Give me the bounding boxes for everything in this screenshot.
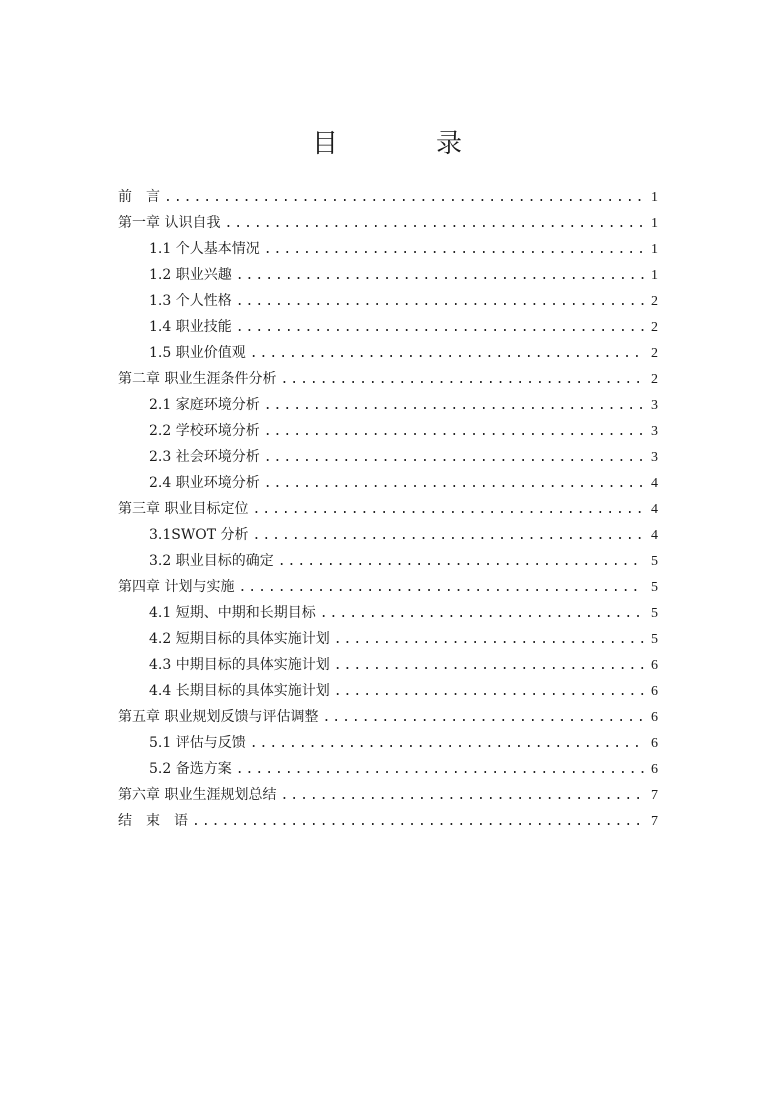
toc-chapter-row[interactable] xyxy=(118,782,658,808)
toc-chapter-row[interactable] xyxy=(118,574,658,600)
toc-page-number: 3 xyxy=(651,398,658,413)
toc-page-number: 5 xyxy=(651,554,658,569)
toc-entry-label: 前 言 xyxy=(118,189,160,205)
toc-entry-label: 1.1 个人基本情况 xyxy=(149,241,260,257)
toc-entry-label: 1.4 职业技能 xyxy=(149,319,232,335)
toc-subsection-row[interactable] xyxy=(118,392,658,418)
toc-entry-label: 第五章 职业规划反馈与评估调整 xyxy=(118,709,319,725)
dot-leader xyxy=(236,757,644,783)
dot-leader xyxy=(264,471,644,497)
toc-page-number: 2 xyxy=(651,320,658,335)
toc-page-number: 6 xyxy=(651,710,658,725)
dot-leader xyxy=(264,419,644,445)
toc-subsection-row[interactable] xyxy=(118,236,658,262)
dot-leader xyxy=(280,783,644,809)
toc-subsection-row[interactable] xyxy=(118,626,658,652)
dot-leader xyxy=(253,523,644,549)
toc-page-number: 4 xyxy=(651,528,658,543)
toc-subsection-row[interactable] xyxy=(118,652,658,678)
toc-entry-label: 1.3 个人性格 xyxy=(149,293,232,309)
dot-leader xyxy=(334,627,644,653)
page-title: 目 录 xyxy=(311,129,498,159)
dot-leader xyxy=(192,809,644,835)
toc-entry-label: 1.2 职业兴趣 xyxy=(149,267,232,283)
toc-subsection-row[interactable] xyxy=(118,678,658,704)
toc-page-number: 7 xyxy=(651,788,658,803)
toc-subsection-row[interactable] xyxy=(118,600,658,626)
dot-leader xyxy=(250,731,644,757)
toc-chapter-row[interactable] xyxy=(118,496,658,522)
dot-leader xyxy=(224,211,644,237)
toc-subsection-row[interactable] xyxy=(118,730,658,756)
dot-leader xyxy=(334,653,644,679)
table-of-contents xyxy=(118,184,658,834)
toc-entry-label: 第二章 职业生涯条件分析 xyxy=(118,371,277,387)
toc-subsection-row[interactable] xyxy=(118,288,658,314)
dot-leader xyxy=(278,549,644,575)
toc-page-number: 6 xyxy=(651,684,658,699)
dot-leader xyxy=(322,705,644,731)
toc-subsection-row[interactable] xyxy=(118,756,658,782)
toc-entry-label: 2.1 家庭环境分析 xyxy=(149,397,260,413)
dot-leader xyxy=(250,341,644,367)
dot-leader xyxy=(280,367,644,393)
toc-page-number: 4 xyxy=(651,476,658,491)
toc-page-number: 6 xyxy=(651,736,658,751)
toc-entry-label: 4.2 短期目标的具体实施计划 xyxy=(149,631,330,647)
toc-chapter-row[interactable] xyxy=(118,184,658,210)
toc-page-number: 7 xyxy=(651,814,658,829)
dot-leader xyxy=(236,315,644,341)
toc-subsection-row[interactable] xyxy=(118,548,658,574)
dot-leader xyxy=(236,263,644,289)
toc-subsection-row[interactable] xyxy=(118,522,658,548)
toc-entry-label: 1.5 职业价值观 xyxy=(149,345,246,361)
toc-entry-label: 第一章 认识自我 xyxy=(118,215,221,231)
dot-leader xyxy=(320,601,644,627)
toc-subsection-row[interactable] xyxy=(118,314,658,340)
toc-page-number: 6 xyxy=(651,658,658,673)
dot-leader xyxy=(264,393,644,419)
toc-subsection-row[interactable] xyxy=(118,470,658,496)
dot-leader xyxy=(238,575,644,601)
toc-page-number: 1 xyxy=(651,190,658,205)
dot-leader xyxy=(264,237,644,263)
toc-page-number: 5 xyxy=(651,606,658,621)
toc-page-number: 4 xyxy=(651,502,658,517)
toc-entry-label: 4.1 短期、中期和长期目标 xyxy=(149,605,316,621)
toc-page-number: 6 xyxy=(651,762,658,777)
toc-chapter-row[interactable] xyxy=(118,366,658,392)
toc-chapter-row[interactable] xyxy=(118,210,658,236)
toc-entry-label: 第四章 计划与实施 xyxy=(118,579,235,595)
dot-leader xyxy=(252,497,644,523)
toc-entry-label: 第六章 职业生涯规划总结 xyxy=(118,787,277,803)
toc-entry-label: 第三章 职业目标定位 xyxy=(118,501,249,517)
toc-page-number: 5 xyxy=(651,632,658,647)
toc-page-number: 1 xyxy=(651,268,658,283)
toc-entry-label: 3.2 职业目标的确定 xyxy=(149,553,274,569)
toc-page-number: 1 xyxy=(651,242,658,257)
dot-leader xyxy=(164,185,644,211)
toc-subsection-row[interactable] xyxy=(118,262,658,288)
toc-entry-label: 5.1 评估与反馈 xyxy=(149,735,246,751)
dot-leader xyxy=(264,445,644,471)
toc-entry-label: 结 束 语 xyxy=(118,813,188,829)
toc-page-number: 2 xyxy=(651,294,658,309)
toc-page-number: 5 xyxy=(651,580,658,595)
toc-page-number: 2 xyxy=(651,346,658,361)
toc-chapter-row[interactable] xyxy=(118,808,658,834)
toc-entry-label: 2.2 学校环境分析 xyxy=(149,423,260,439)
toc-entry-label: 4.4 长期目标的具体实施计划 xyxy=(149,683,330,699)
toc-page-number: 2 xyxy=(651,372,658,387)
toc-subsection-row[interactable] xyxy=(118,340,658,366)
toc-page-number: 1 xyxy=(651,216,658,231)
toc-page-number: 3 xyxy=(651,450,658,465)
toc-page-number: 3 xyxy=(651,424,658,439)
toc-entry-label: 3.1SWOT 分析 xyxy=(149,527,249,543)
toc-entry-label: 2.4 职业环境分析 xyxy=(149,475,260,491)
dot-leader xyxy=(334,679,644,705)
toc-entry-label: 2.3 社会环境分析 xyxy=(149,449,260,465)
dot-leader xyxy=(236,289,644,315)
toc-entry-label: 5.2 备选方案 xyxy=(149,761,232,777)
toc-subsection-row[interactable] xyxy=(118,418,658,444)
toc-chapter-row[interactable] xyxy=(118,704,658,730)
toc-subsection-row[interactable] xyxy=(118,444,658,470)
toc-entry-label: 4.3 中期目标的具体实施计划 xyxy=(149,657,330,673)
